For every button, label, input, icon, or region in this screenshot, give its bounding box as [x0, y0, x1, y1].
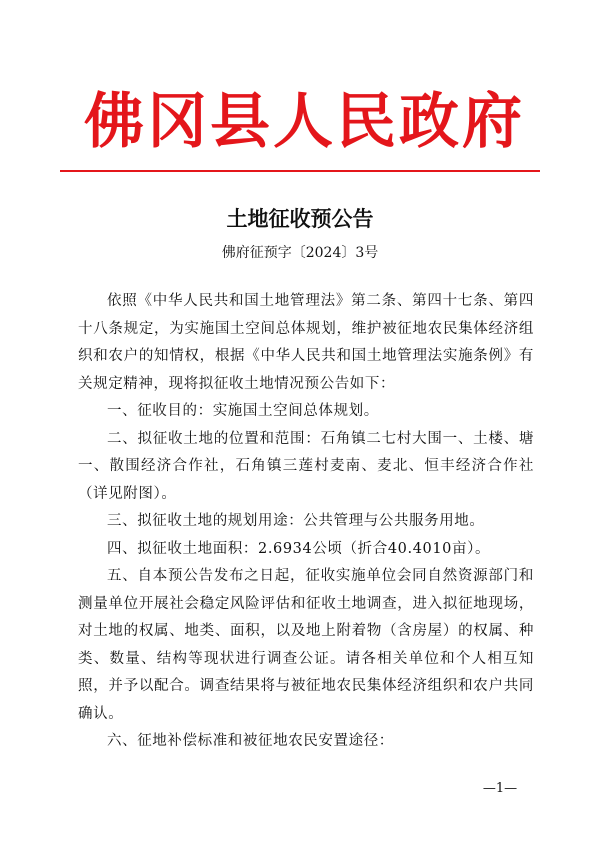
page-number: —1— [482, 781, 518, 796]
document-title: 土地征收预公告 [226, 206, 374, 231]
document-number: 佛府征预字〔2024〕3号 [221, 245, 379, 261]
paragraph-preamble: 依照《中华人民共和国土地管理法》第二条、第四十七条、第四十八条规定，为实施国土空间总体规划，维护被征地农民集体经济组织和农户的知情权，根据《中华人民共和国土地管理法实施条例》有关规定精神，现将拟征收土地情况预公告如下： [78, 293, 534, 392]
header-divider [60, 170, 540, 172]
paragraph-compensation: 六、征地补偿标准和被征地农民安置途径： [107, 733, 394, 749]
paragraph-location: 二、拟征收土地的位置和范围：石角镇二七村大围一、土楼、塘一、散围经济合作社，石角镇三莲村麦南、麦北、恒丰经济合作社（详见附图）。 [78, 430, 534, 502]
document-body [78, 288, 534, 756]
paragraph-area: 四、拟征收土地面积：2.6934公顷（折合40.4010亩）。 [107, 540, 491, 557]
paragraph-survey: 五、自本预公告发布之日起，征收实施单位会同自然资源部门和测量单位开展社会稳定风险评估和征收土地调查，进入拟征地现场，对土地的权属、地类、面积，以及地上附着物（含房屋）的权属、种类、数量、结构等现状进行调查公证。请各相关单位和个人相互知照，并予以配合。调查结果将与被征地农民集体经济组织和农户共同确认。 [78, 568, 534, 722]
paragraph-land-use: 三、拟征收土地的规划用途：公共管理与公共服务用地。 [107, 513, 485, 529]
issuer-header: 佛冈县人民政府 [84, 87, 525, 157]
paragraph-purpose: 一、征收目的：实施国土空间总体规划。 [107, 403, 379, 419]
